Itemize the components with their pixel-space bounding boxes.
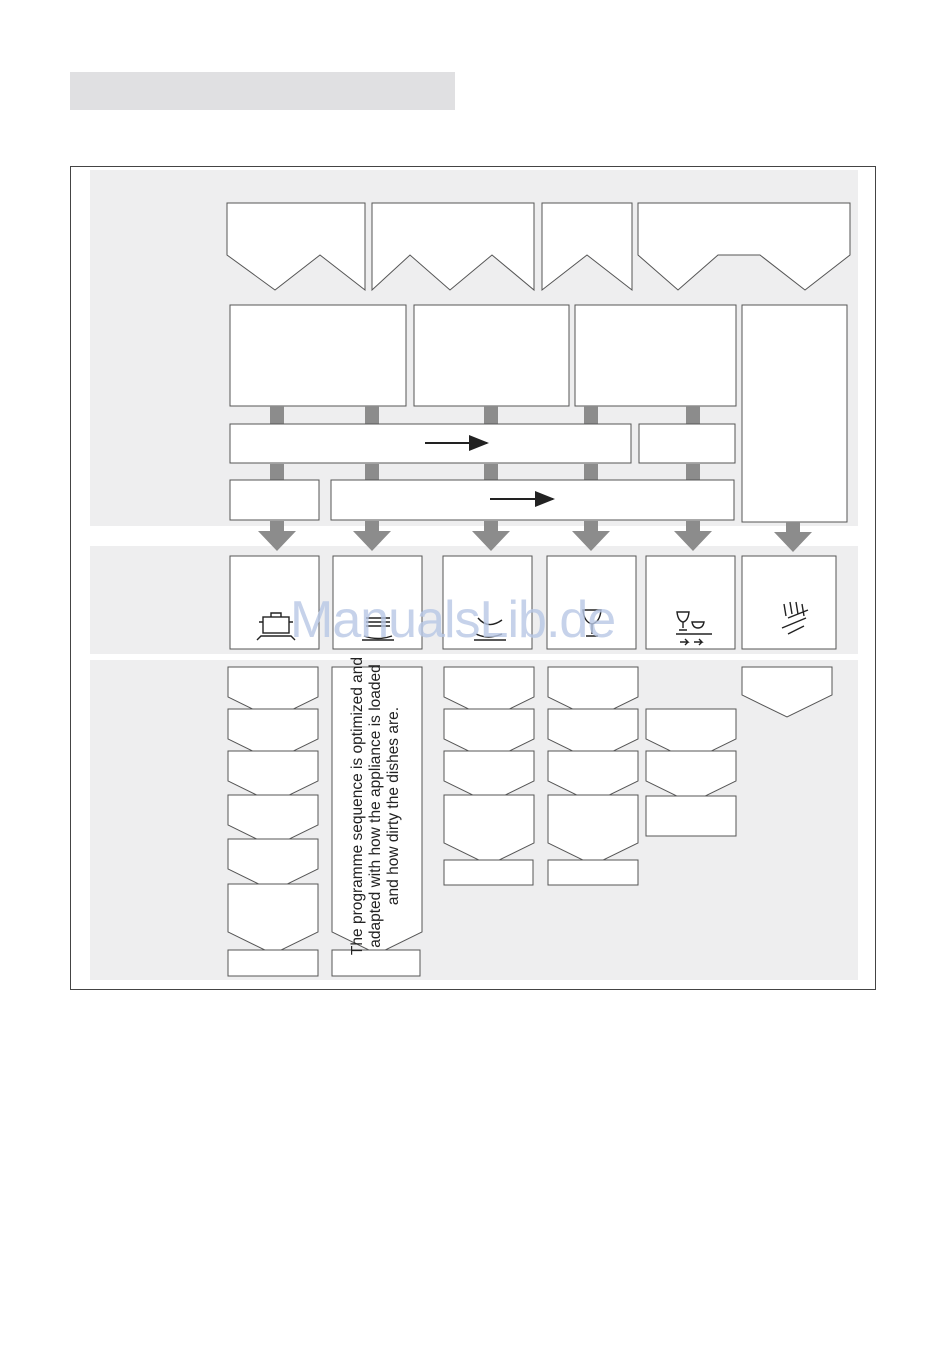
connector — [270, 464, 284, 480]
connector — [686, 464, 700, 480]
connector — [484, 464, 498, 480]
step-end-box — [548, 860, 638, 885]
programme-box-intensive — [230, 556, 319, 649]
programme-sequence-note: The programme sequence is optimized and adapted with how the appliance is loaded and how dirty the dishes are. — [349, 656, 402, 956]
programme-box-quick — [646, 556, 735, 649]
chevron-header-3 — [542, 203, 632, 290]
down-arrow — [353, 521, 391, 551]
programme-box-glass — [547, 556, 636, 649]
step-end-box — [646, 796, 736, 836]
chevron-header-1 — [227, 203, 365, 290]
range-bar-2-start — [230, 480, 319, 520]
step-chevron — [548, 795, 638, 865]
down-arrow — [472, 521, 510, 551]
option-box-tall — [742, 305, 847, 522]
step-chevron — [742, 667, 832, 717]
connector — [686, 406, 700, 424]
connector — [484, 406, 498, 424]
programme-box-prerinse — [742, 556, 836, 649]
step-chevron — [228, 839, 318, 891]
chevron-header-4 — [638, 203, 850, 290]
connector — [584, 464, 598, 480]
option-box-1 — [230, 305, 406, 406]
step-chevron — [646, 751, 736, 803]
step-end-box — [228, 950, 318, 976]
connector — [270, 406, 284, 424]
down-arrow — [674, 521, 712, 551]
watermark-text: ManualsLib.de — [290, 591, 616, 649]
connector — [584, 406, 598, 424]
down-arrow — [572, 521, 610, 551]
programme-box-auto — [333, 556, 422, 649]
programme-box-eco — [443, 556, 532, 649]
down-arrow — [774, 522, 812, 552]
connector — [365, 406, 379, 424]
down-arrow — [258, 521, 296, 551]
option-box-3 — [575, 305, 736, 406]
step-chevron — [228, 884, 318, 954]
range-bar-1-end — [639, 424, 735, 463]
step-chevron — [444, 795, 534, 865]
connector — [365, 464, 379, 480]
option-box-2 — [414, 305, 569, 406]
step-end-box — [444, 860, 533, 885]
chevron-header-2 — [372, 203, 534, 290]
